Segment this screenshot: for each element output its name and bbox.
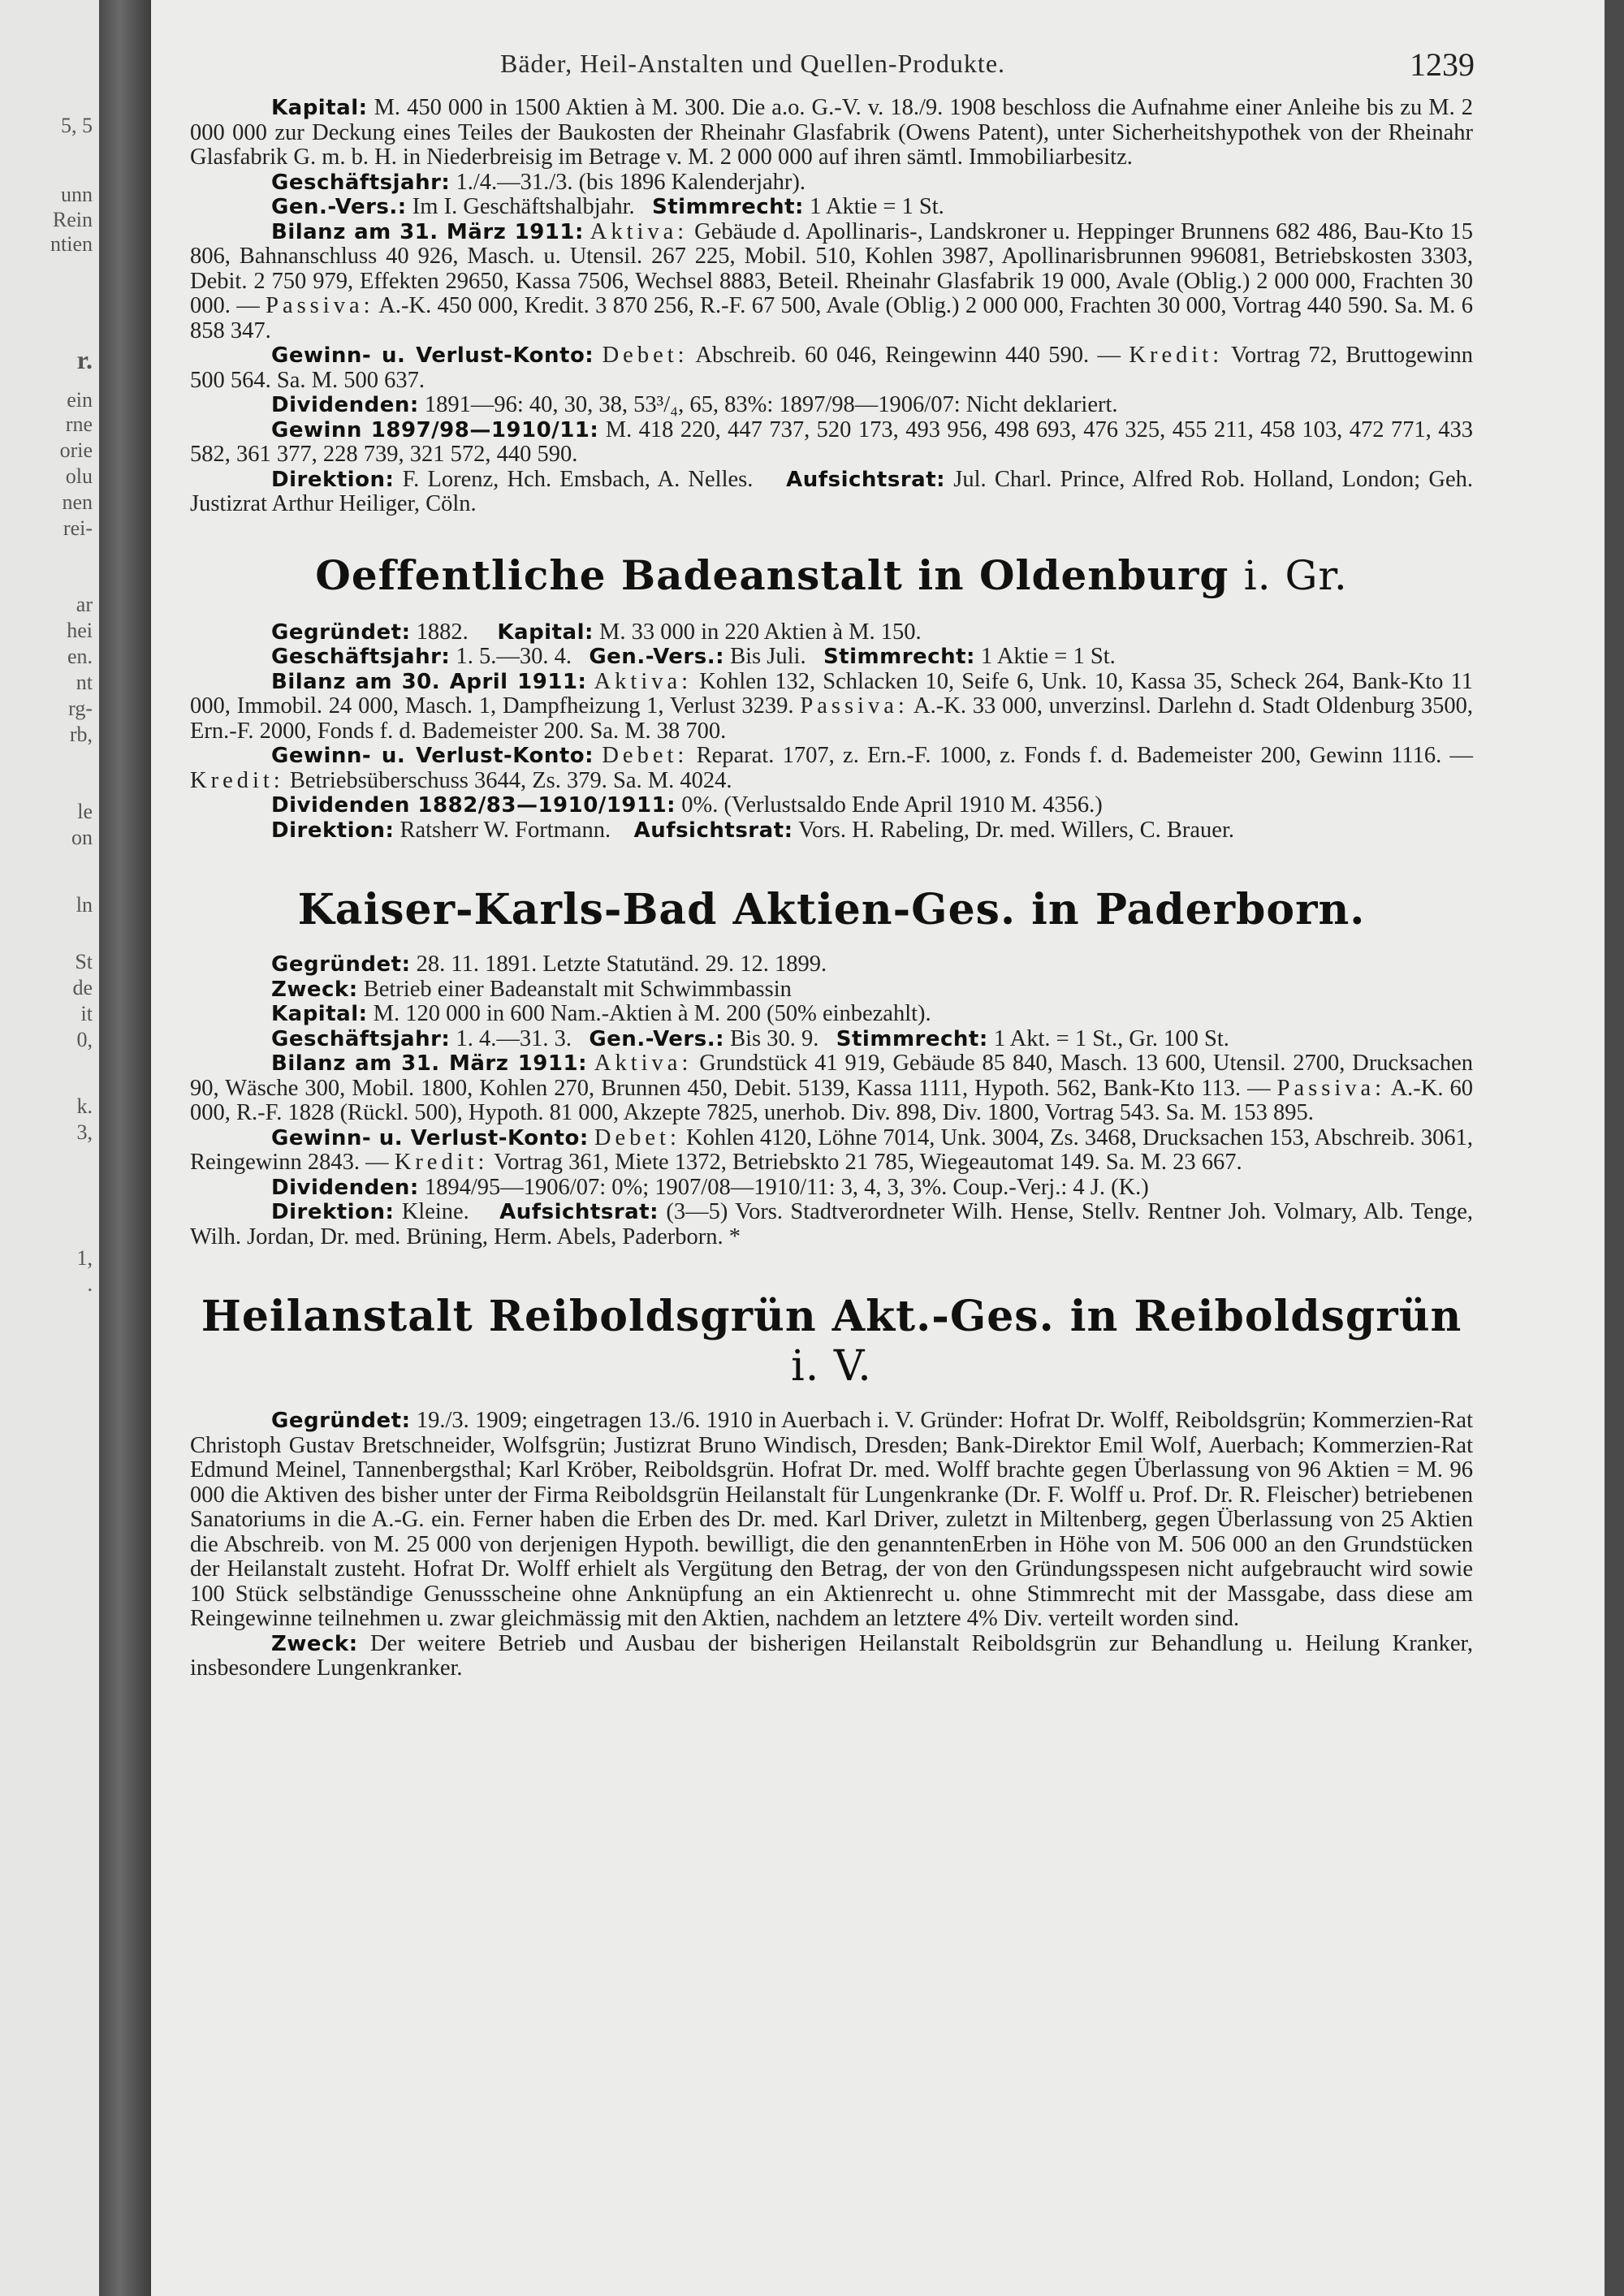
margin-fragment: unn [61,183,93,206]
margin-fragment: rne [65,412,93,436]
field-value: Abschreib. 60 046, Reingewinn 440 590. — [695,343,1121,368]
field-value: Vortrag 72, Bruttogewinn 500 564. Sa. M. 500 637. [190,343,1474,393]
field-label: Direktion: [271,1200,395,1224]
kapital-paragraph [190,1002,1473,1027]
entry-oldenburg [190,551,1473,844]
margin-fragment: rei- [63,516,93,540]
company-name: Kaiser-Karls-Bad Aktien-Ges. in Paderborn. [297,885,1366,934]
gewinn-paragraph [190,418,1473,468]
company-heading [190,551,1473,599]
field-label: Stimmrecht: [823,645,975,669]
field-label: Gen.-Vers.: [589,645,724,669]
field-value: 1894/95—1906/07: 0%; 1907/08—1910/11: 3, 4, 3, 3%. Coup.-Verj.: 4 J. (K.) [424,1174,1149,1200]
running-title: Bäder, Heil-Anstalten und Quellen-Produkte. [500,49,1006,78]
margin-fragment: 5, 5 [61,114,93,137]
field-label: Gen.-Vers.: [589,1026,724,1051]
margin-fragment: Rein [52,208,93,231]
company-name: Heilanstalt Reiboldsgrün Akt.-Ges. in Reiboldsgrün [201,1292,1462,1341]
field-label: Aufsichtsrat: [633,818,793,843]
dividenden-paragraph [190,393,1473,418]
passiva-label: Passiva: [800,693,909,719]
field-label: Zweck: [271,977,358,1002]
field-label: Kapital: [271,1002,368,1026]
gen-vers-paragraph [190,195,1473,220]
margin-fragment: k. [76,1094,93,1118]
margin-fragment: ntien [50,232,93,256]
document-page [151,0,1605,2296]
margin-fragment: it [80,1002,93,1025]
debet-label: Debet: [602,343,689,368]
field-value: Kohlen 132, Schlacken 10, Seife 6, Unk. 10, Kassa 35, Scheck 264, Bank-Kto 11 000, Immobil. 24 000, Masch. 1, Dampfheizung 1, Verlust 3239. [190,668,1474,719]
field-value: 1882. [416,619,469,645]
field-label: Geschäftsjahr: [271,1026,451,1051]
guv-paragraph [190,343,1473,393]
previous-page-fragment [0,0,99,2296]
debet-label: Debet: [602,743,689,768]
field-value: Kohlen 4120, Löhne 7014, Unk. 3004, Zs. 3468, Drucksachen 153, Abschreib. 3061, Reingewinn 2843. — [190,1124,1474,1175]
direktion-paragraph [190,468,1473,517]
entry-reiboldsgruen [190,1292,1473,1681]
field-value: 19./3. 1909; eingetragen 13./6. 1910 in Auerbach i. V. Gründer: Hofrat Dr. Wolff, Reiboldsgrün; Kommerzien-Rat Christoph Gustav Bretschneider, Wolfsgrün; Justizrat Bruno Windisch, Dresden; Bank-Direktor Emil Wolf, Auerbach; Kommerzien-Rat Edmund Meinel, Tannenbergsthal; Karl Kröber, Reiboldsgrün. Hofrat Dr. med. Wolff brachte gegen Überlassung von 96 Aktien = M. 96 000 die Aktiven des bisher unter der Firma Reiboldsgrün Heilanstalt für Lungenkranke (Dr. F. Wolff u. Prof. Dr. R. Fleischer) betriebenen Sanatoriums in die A.-G. ein. Ferner haben die Erben des Dr. med. Karl Driver, zuletzt in Miltenberg, gegen Überlassung von 25 Aktien die Abschreib. von M. 25 000 von derjenigen Hypoth. bewilligt, die den genanntenErben in Höhe von M. 506 000 an den Grundstücken der Heilanstalt zusteht. Hofrat Dr. Wolff erhielt als Vergütung den Betrag, der von den Gründungsspesen nicht aufgebraucht wird sowie 100 Stück selbständige Genussscheine ohne Anknüpfung an ein Aktienrecht u. ohne Stimmrecht mit der Massgabe, dass diese am Reingewinne teilnehmen u. zwar gleichmässig mit den Aktien, nachdem an letztere 4% Div. verteilt worden sind. [190,1408,1474,1631]
field-value: 0%. (Verlustsaldo Ende April 1910 M. 4356.) [681,792,1103,818]
dividenden-paragraph [190,1176,1473,1201]
field-value: F. Lorenz, Hch. Emsbach, A. Nelles. [402,466,754,492]
kredit-label: Kredit: [394,1150,489,1175]
field-label: Gegründet: [271,1409,411,1433]
field-label: Stimmrecht: [836,1026,988,1051]
field-label: Stimmrecht: [652,195,804,219]
field-value: A.-K. 33 000, unverzinsl. Darlehn d. Stadt Oldenburg 3500, Ern.-F. 2000, Fonds f. d. Bademeister 200. Sa. M. 38 700. [190,693,1474,744]
kredit-label: Kredit: [1129,343,1224,368]
field-value: Bis 30. 9. [730,1025,819,1051]
field-label: Kapital: [271,96,368,120]
margin-fragment: rb, [69,723,93,746]
field-label: Direktion: [271,467,395,492]
field-value: Reparat. 1707, z. Ern.-F. 1000, z. Fonds f. d. Bademeister 200, Gewinn 1116. — [696,743,1474,768]
geschaeftsjahr-paragraph [190,1027,1473,1052]
field-value: 1./4.—31./3. (bis 1896 Kalenderjahr). [456,169,806,195]
field-value: M. 450 000 in 1500 Aktien à M. 300. Die a.o. G.-V. v. 18./9. 1908 beschloss die Aufnahme einer Anleihe bis zu M. 2 000 000 zur Deckung eines Teiles der Baukosten der Rheinahr Glasfabrik (Owens Patent), unter Sicherheitshypothek von der Rheinahr Glasfabrik G. m. b. H. in Niederbreisig im Betrage v. M. 2 000 000 auf ihren sämtl. Immobiliarbesitz. [190,95,1474,170]
aktiva-label: Aktiva: [590,218,689,244]
page-edge-shadow [1605,0,1624,2296]
field-label: Bilanz am 31. März 1911: [271,1051,587,1076]
field-value: 1 Aktie = 1 St. [981,644,1116,669]
field-label: Gen.-Vers.: [271,195,407,219]
field-value: Gebäude d. Apollinaris-, Landskroner u. Heppinger Brunnens 682 486, Bau-Kto 15 806, Bahnanschluss 40 926, Masch. u. Utensil. 267 225, Mobil. 510, Kohlen 3987, Apollinarisbrunnen 996081, Betriebskosten 3303, Debit. 2 750 979, Effekten 29650, Kassa 7506, Wechsel 8883, Beteil. Rheinahr Glasfabrik 19 000, Avale (Oblig.) 2 000 000, Frachten 30 000. — [190,218,1473,318]
dividenden-paragraph [190,793,1473,818]
company-heading [190,1292,1473,1391]
guv-paragraph [190,1126,1473,1176]
zweck-paragraph [190,1632,1473,1681]
debet-label: Debet: [594,1124,680,1150]
kredit-label: Kredit: [190,767,284,793]
field-label: Dividenden: [271,393,419,417]
margin-fragment: nt [76,671,93,694]
field-value: A.-K. 60 000, R.-F. 1828 (Rückl. 500), Hypoth. 81 000, Akzepte 7825, unerhob. Div. 898, Div. 1800, Vortrag 543. Sa. M. 153 895. [190,1075,1474,1125]
field-label: Bilanz am 30. April 1911: [271,669,587,694]
passiva-label: Passiva: [1276,1075,1386,1101]
field-label: Dividenden 1882/83—1910/1911: [271,793,676,818]
aktiva-label: Aktiva: [594,668,693,694]
margin-fragment: rg- [68,697,93,720]
gegruendet-paragraph [190,952,1473,978]
field-label: Geschäftsjahr: [271,170,451,195]
direktion-paragraph [190,1200,1473,1249]
field-value: Vors. H. Rabeling, Dr. med. Willers, C. Brauer. [798,817,1234,843]
field-value: Grundstück 41 919, Gebäude 85 840, Masch. 13 600, Utensil. 2700, Drucksachen 90, Wäsche 300, Mobil. 1800, Kohlen 270, Brunnen 450, Debit. 5139, Kassa 1111, Hypoth. 562, Bank-Kto 113. — [190,1051,1474,1101]
field-value: Im I. Geschäftshalbjahr. [412,194,635,219]
field-label: Aufsichtsrat: [786,467,946,492]
field-value: Bis Juli. [730,644,806,669]
field-value: M. 33 000 in 220 Aktien à M. 150. [599,619,922,645]
geschaeftsjahr-paragraph [190,645,1473,670]
company-name: Oeffentliche Badeanstalt in Oldenburg [315,550,1229,599]
field-value: 1891—96: 40, 30, 38, 53³/₄, 65, 83%: 1897/98—1906/07: Nicht deklariert. [424,392,1118,417]
entry-apollinaris-continuation [190,96,1473,517]
field-value: A.-K. 450 000, Kredit. 3 870 256, R.-F. 67 500, Avale (Oblig.) 2 000 000, Frachten 30 000, Vortrag 440 590. Sa. M. 6 858 347. [190,293,1474,343]
page-number: 1239 [1410,46,1475,83]
field-label: Dividenden: [271,1175,419,1200]
page-header [151,45,1605,94]
field-label: Aufsichtsrat: [499,1200,659,1224]
field-label: Gewinn 1897/98—1910/11: [271,417,599,442]
field-label: Gegründet: [271,952,411,977]
field-value: M. 418 220, 447 737, 520 173, 493 956, 498 693, 476 325, 455 211, 458 103, 472 771, 433 582, 361 377, 228 739, 321 572, 440 590. [190,416,1473,467]
bilanz-paragraph [190,220,1473,344]
field-label: Gegründet: [271,619,411,645]
aktiva-label: Aktiva: [594,1051,693,1076]
field-label: Direktion: [271,818,395,843]
geschaeftsjahr-paragraph [190,170,1473,196]
bilanz-paragraph [190,670,1473,744]
field-value: Betrieb einer Badeanstalt mit Schwimmbassin [363,976,792,1002]
field-label: Geschäftsjahr: [271,645,451,669]
company-location-suffix: i. Gr. [1243,551,1348,599]
zweck-paragraph [190,978,1473,1003]
margin-fragment: ln [76,893,93,917]
margin-fragment: de [72,976,93,999]
company-heading [190,885,1473,934]
bilanz-paragraph [190,1051,1473,1126]
margin-fragment: olu [65,464,93,488]
field-label: Kapital: [497,619,594,645]
field-value: Jul. Charl. Prince, Alfred Rob. Holland, London; Geh. Justizrat Arthur Heiliger, Cöln. [190,466,1473,516]
field-value: Kleine. [401,1199,469,1224]
margin-fragment: orie [59,438,93,462]
book-gutter [99,0,151,2296]
field-value: 1. 5.—30. 4. [456,644,572,669]
field-value: M. 120 000 in 600 Nam.-Aktien à M. 200 (50% einbezahlt). [373,1001,931,1026]
field-value: Vortrag 361, Miete 1372, Betriebskto 21 785, Wiegeautomat 149. Sa. M. 23 667. [494,1150,1242,1175]
kapital-paragraph [190,96,1473,170]
margin-fragment: ar [76,593,93,616]
field-label: Gewinn- u. Verlust-Konto: [271,744,594,768]
company-location-suffix: i. V. [791,1342,872,1391]
margin-fragment: en. [67,645,93,668]
page-content [190,96,1473,1681]
direktion-paragraph [190,818,1473,844]
field-value: 1 Aktie = 1 St. [810,194,944,219]
guv-paragraph [190,744,1473,793]
field-value: (3—5) Vors. Stadtverordneter Wilh. Hense, Stellv. Rentner Joh. Volmary, Alb. Tenge, Wilh. Jordan, Dr. med. Brüning, Herm. Abels, Paderborn. * [190,1199,1474,1249]
margin-fragment: r. [76,345,93,374]
field-value: Ratsherr W. Fortmann. [400,817,611,843]
gegruendet-paragraph [190,1409,1473,1632]
field-value: Der weitere Betrieb und Ausbau der bisherigen Heilanstalt Reiboldsgrün zur Behandlung u. Heilung Kranker, insbesondere Lungenkranker. [190,1630,1473,1681]
field-label: Gewinn- u. Verlust-Konto: [271,1125,589,1150]
margin-fragment: hei [67,619,93,642]
margin-fragment: ein [67,388,93,412]
margin-fragment: 3, [76,1120,93,1144]
margin-fragment: nen [62,490,93,514]
field-label: Zweck: [271,1631,358,1656]
field-value: Betriebsüberschuss 3644, Zs. 379. Sa. M. 4024. [289,767,732,793]
margin-fragment: St [75,950,93,973]
field-label: Bilanz am 31. März 1911: [271,219,584,244]
margin-fragment: on [71,826,93,849]
gegruendet-paragraph [190,620,1473,645]
margin-fragment: 0, [76,1028,93,1051]
field-label: Gewinn- u. Verlust-Konto: [271,343,594,368]
margin-fragment: le [77,800,93,823]
entry-paderborn [190,885,1473,1249]
passiva-label: Passiva: [266,293,374,318]
field-value: 1 Akt. = 1 St., Gr. 100 St. [993,1025,1229,1051]
field-value: 28. 11. 1891. Letzte Statutänd. 29. 12. 1899. [416,952,827,977]
margin-fragment: . [87,1272,93,1296]
field-value: 1. 4.—31. 3. [456,1025,572,1051]
margin-fragment: 1, [76,1246,93,1270]
